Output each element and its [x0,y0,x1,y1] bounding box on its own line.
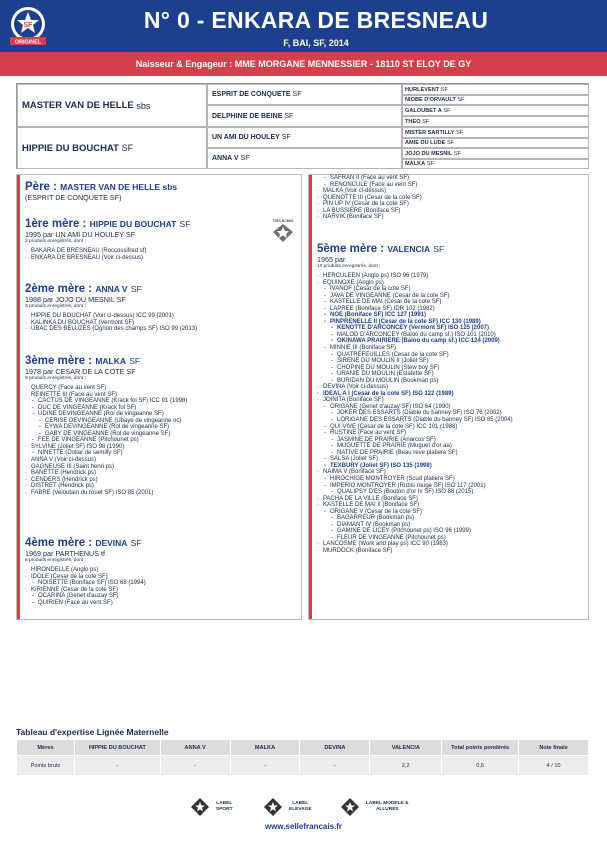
bullet-icon: - [331,351,333,358]
bullet-icon: - [331,331,333,338]
progeny-text: PINPRENELLE II (Cesar de la cote SF) ICC 130 (1989) [330,318,481,325]
progeny-text: UBAC DES BELUZES (Ogrion des champs SF) ISO 99 (2013) [31,326,198,333]
pere-section [25,181,301,202]
bullet-icon: · [25,254,27,261]
website-link[interactable]: www.sellefrancais.fr [264,822,343,831]
progeny-text: NOE (Boniface SF) ICC 127 (1991) [330,312,427,319]
bullet-icon: · [25,313,27,319]
progeny-text: DUC DE VINGEANNE (Krack fol SF) [38,404,137,411]
bullet-icon: - [324,345,326,352]
expertise-header-cell: Mères [17,740,75,756]
bullet-icon: · [317,469,319,476]
bullet-icon: · [317,541,319,548]
progeny-text: QUI VIVE (Cesar de la cote SF) ICC 101 (1988) [330,423,458,430]
progeny-text: ANNA V (Voir ci-dessus) [31,457,97,464]
bullet-icon: - [331,417,333,424]
progeny-text: MURDOCK (Boniface SF) [323,547,393,554]
progeny-text: CERISE DEVINGEANNE (Ubaye de vingeanne oc) [45,417,182,424]
bullet-icon: · [25,573,27,580]
progeny-text: BAGARREUR (Bookman ps) [337,515,415,522]
expertise-cell: Points bruts [17,756,75,776]
progeny-text: QUATREFEUILLES (Cesar de la cote SF) [337,351,449,358]
progeny-text: OCARINA (Genet d'auzay SF) [38,593,119,600]
bullet-icon: · [25,443,27,450]
pedigree-sire: MASTER VAN DE HELLE sbs [17,84,207,127]
mere5-heading: 5ème mère : VALENCIA SF [317,243,445,255]
progeny-text: PACHA DE LA VILLE (Boniface SF) [323,495,418,502]
progeny-text: KASTELLE DE MAI (Cesar de la cote SF) [330,299,442,306]
bullet-icon: - [324,175,326,181]
badge-text: TRES BONNE [272,219,294,223]
mere2-origin: 1988 par JOJO DU MESNIL SF [25,295,126,304]
pedigree-gen3-cell: MISTER SARTILLY SF [402,127,589,138]
progeny-text: HERCULEEN (Anglo ps) ISO 96 (1979) [323,273,429,279]
bullet-icon: · [317,502,319,509]
label-line: ALLURES [375,807,399,812]
label-line: LABEL MODELE & [366,801,409,806]
progeny-text: FABRE (Veloutain du rouet SF) ISO 85 (2001) [31,489,154,496]
progeny-text: UDINE DEVINGEANNE (Rol de vingeanne SF) [38,411,164,418]
bullet-icon: - [32,398,34,405]
progeny-text: IVANOF (Cesar de la cote SF) [330,286,411,293]
progeny-text: EQUINOXE (Anglo ps) [323,279,384,286]
label-modele-allures [340,797,409,817]
expertise-cell: - [230,756,300,776]
progeny-text: MALKA (Voir ci-dessus) [323,188,387,195]
bullet-icon: - [32,580,34,587]
label-line: LABEL [216,801,233,806]
progeny-text: CACTUS DE VINGEANNE (Krack fol SF) ICC 91 (1998) [38,398,188,405]
mere2-note: 3 produits enregistrés, dont : [25,304,86,309]
progeny-text: TEXBURY (Joliet SF) ISO 135 (1998) [330,462,432,469]
progeny-text: DEVINA (Voir ci-dessus) [323,384,389,391]
bullet-icon: - [331,489,333,496]
mere3-note: 9 produits enregistrés, dont : [25,376,86,381]
progeny-text: QUENOTTE III (Cesar de la cote SF) [323,194,422,201]
pedigree-gen2-cell: DELPHINE DE BEINE SF [207,105,402,127]
progeny-text: REINETTE III (Face au vent SF) [31,391,118,398]
bullet-icon: - [39,424,41,431]
progeny-text: SYLVINE (Joliet SF) ISO 98 (1990) [31,443,125,450]
bullet-icon: - [39,417,41,424]
mere2-heading: 2ème mère : ANNA V SF [25,283,142,295]
progeny-text: BURIDAN DU MOULIN (Bookman ps) [337,377,439,384]
pedigree-gen3-cell: JOJO DU MESNIL SF [402,148,589,159]
progeny-line [317,548,593,555]
bullet-icon: · [317,207,319,214]
expertise-header-cell: ANNA V [160,740,230,756]
bullet-icon: · [25,476,27,483]
bullet-icon: - [32,437,34,444]
progeny-text: LAPREE (Boniface SF) IDR 102 (1982) [330,305,435,312]
progeny-text: ORIGANE (Genet d'auzay SF) ISO 64 (1990) [330,403,451,410]
bullet-icon: - [331,528,333,535]
progeny-text: QUIRIEN (Face au vent SF) [38,599,113,606]
bullet-icon: · [317,390,319,397]
pedigree-gen3-cell: MALKA SF [402,159,589,169]
bullet-icon: - [324,318,326,325]
bullet-icon: · [317,384,319,391]
label-line: ELEVAGE [289,807,312,812]
progeny-text: RUSTINE (Face au vent SF) [330,430,407,437]
bullet-icon: · [25,319,27,326]
bullet-icon: · [317,201,319,208]
progeny-text: NINETTE (Dollar de semilly SF) [38,450,123,457]
progeny-text: KALINKA DU BOUCHAT (Vermont SF) [31,319,135,326]
svg-text:ORIGINEL: ORIGINEL [14,39,42,46]
progeny-text: KENOTTE D'ARCONCEY (Vermont SF) ISO 125 (2007) [337,325,490,332]
progeny-text: MINNIE III (Boniface SF) [330,345,397,352]
page-title: N° 0 - ENKARA DE BRESNEAU [143,7,489,33]
bullet-icon: · [25,248,27,254]
label-elevage [263,797,312,817]
pedigree-table [16,83,589,169]
bullet-icon: · [25,391,27,398]
progeny-text: LORIGANE DES ESSARTS (Diable du banney SF) ISO 85 (2004) [337,417,513,424]
progeny-text: IDOLE (Cesar de la cote SF) [31,573,108,580]
progeny-text: GAGNEUSE III (Saint henri ps) [31,463,115,470]
expertise-header-cell: HIPPIE DU BOUCHAT [74,740,160,756]
bullet-icon: - [324,305,326,312]
bullet-icon: - [324,482,326,489]
bullet-icon: · [25,457,27,464]
bullet-icon: - [32,599,34,606]
mere3-heading: 3ème mère : MALKA SF [25,355,141,367]
bullet-icon: · [25,326,27,333]
bullet-icon: - [331,534,333,541]
progeny-text: URANIE DU MOULIN (Estafette SF) [337,371,434,378]
bullet-icon: - [324,456,326,463]
pedigree-gen3-cell: AMIE DU LUDE SF [402,138,589,148]
progeny-text: JASMINE DE PRAIRIE (Anarcos SF) [337,436,436,443]
mere1-note: 2 produits enregistrés, dont : [25,239,86,244]
mere4-origin: 1969 par PARTHENUS tf [25,549,106,558]
bullet-icon: · [25,489,27,496]
bullet-icon: - [331,358,333,365]
mere4-section [25,537,301,606]
progeny-text: DIAMANT IV (Bookman ps) [337,521,411,528]
bullet-icon: - [331,410,333,417]
progeny-text: HIROCHIGE MONTROYER (Scud platiere SF) [330,475,455,482]
section-accent-bar [309,175,312,619]
expertise-cell: 0,6 [442,756,519,776]
expertise-header-cell: MALKA [230,740,300,756]
progeny-text: MUGUETTE DE PRAIRIE (Muguet d'or aa) [337,443,452,450]
progeny-text: GABY DE VINGEANNE (Rol de vingeanne SF) [45,430,171,437]
progeny-text: NAIMA V (Boniface SF) [323,469,386,476]
expertise-header-cell: DEVINA [300,740,370,756]
breeder-line: Naisseur & Engageur : MME MORGANE MENNESSIER - 18110 ST ELOY DE GY [0,52,607,76]
expertise-cell: 2,2 [370,756,442,776]
maternal-line-right-column [308,174,589,620]
bullet-icon: - [331,515,333,522]
bullet-icon: - [331,338,333,345]
bullet-icon: · [317,273,319,279]
bullet-icon: - [324,312,326,319]
progeny-text: LANCOSME (Work and play ps) ICC 90 (1983) [323,541,448,548]
bullet-icon: · [317,188,319,195]
bullet-icon: - [324,462,326,469]
progeny-text: CHOPINE DU MOULIN (Stew boy SF) [337,364,440,371]
expertise-header-cell: VALENCIA [370,740,442,756]
horse-details: F, BAI, SF, 2014 [283,38,349,48]
section-accent-bar [17,175,20,619]
mere4-note: 8 produits enregistrés, dont : [25,558,86,563]
progeny-text: PIN UP IV (Cesar de la cote SF) [323,201,409,208]
progeny-text: IDEAL A I (Cesar de la cote SF) ISO 122 (1989) [323,390,454,397]
progeny-text: MALOD D'ARCONCEY (Baloo du camp sf.) ISO 101 (2010) [337,331,496,338]
pedigree-gen3-cell: GALOUBET A SF [402,105,589,116]
bullet-icon: - [324,423,326,430]
progeny-line [25,255,301,262]
quality-badge-icon [270,218,296,244]
progeny-text: JOKER DES ESSARTS (Diable du banney SF) ISO 76 (2002) [337,410,502,417]
bullet-icon: - [324,508,326,515]
continued-list [317,175,593,221]
bullet-icon: - [32,404,34,411]
bullet-icon: - [324,299,326,306]
mere5-note: 10 produits enregistrés, dont : [317,264,381,269]
progeny-line [317,214,593,221]
progeny-text: DISTRET (Hendrick ps) [31,483,94,490]
progeny-text: FEE DE VINGEANNE (Pitchounet ps) [38,437,139,444]
progeny-text: NOISETTE (Boniface SF) ISO 68 (1994) [38,580,146,587]
progeny-text: ENKARA DE BRESNEAU (Voir ci-dessus) [31,254,144,261]
expertise-cell: - [300,756,370,776]
pedigree-gen2-cell: ESPRIT DE CONQUETE SF [207,84,402,105]
pedigree-gen3-cell: THEO SF [402,116,589,127]
bullet-icon: · [25,385,27,391]
progeny-text: OKINAWA PRAIRIERE (Baloo du camp sf.) ICC 124 (2009) [337,338,500,345]
progeny-text: QUERCY (Face au vent SF) [31,385,107,391]
pedigree-gen2-cell: ANNA V SF [207,148,402,169]
label-elevage-icon [263,797,283,817]
maternal-line-left-column [16,174,302,620]
bullet-icon: - [324,475,326,482]
progeny-text: QUALIPSY D'ES (Bouton d'or Iv SF) ISO 88 (2015) [337,489,474,496]
mere5-origin: 1965 par [317,255,346,264]
expertise-header-cell: Total points pondérés [442,740,519,756]
pedigree-dam: HIPPIE DU BOUCHAT SF [17,127,207,169]
label-line: SPORT [216,807,233,812]
bullet-icon: · [25,483,27,490]
mere4-heading: 4ème mère : DEVINA SF [25,537,142,549]
pedigree-gen3-cell: HURLEVENT SF [402,84,589,95]
mere1-origin: 1995 par UN AMI DU HOULEY SF [25,230,136,239]
bullet-icon: - [331,364,333,371]
mere3-origin: 1978 par CESAR DE LA COTE SF [25,367,136,376]
bullet-icon: · [25,470,27,477]
expertise-cell: 4 / 10 [519,756,589,776]
bullet-icon: · [317,214,319,221]
bullet-icon: - [331,521,333,528]
pedigree-gen2-cell: UN AMI DU HOULEY SF [207,127,402,148]
bullet-icon: - [331,436,333,443]
bullet-icon: - [331,325,333,332]
bullet-icon: - [32,450,34,457]
bullet-icon: - [32,411,34,418]
progeny-text: KASTELLE DE MAI II (Boniface SF) [323,502,420,509]
expertise-header-row [17,740,589,756]
expertise-cell: - [160,756,230,776]
label-modele-icon [340,797,360,817]
progeny-text: BAKARA DE BRESNEAU (Roccossifred sf) [31,248,147,254]
progeny-text: BANETTE (Hendrick ps) [31,470,97,477]
bullet-icon: · [317,495,319,502]
bullet-icon: - [324,292,326,299]
bullet-icon: - [324,181,326,188]
progeny-text: RENONCULE (Face au vent SF) [330,181,418,188]
progeny-text: NARVIK (Boniface SF) [323,214,384,221]
mere1-heading: 1ère mère : HIPPIE DU BOUCHAT SF [25,218,191,230]
progeny-text: SAFRAN II (Face au vent SF) [330,175,410,181]
progeny-text: FLEUR DE VINGEANNE (Pitchounet ps) [337,534,446,541]
bullet-icon: - [331,443,333,450]
label-line: LABEL [292,801,309,806]
mere1-section [25,218,301,261]
progeny-text: HIRONDELLE (Anglo ps) [31,567,99,573]
progeny-text: SALSA (Joliet SF) [330,456,379,463]
progeny-text: LA BUSSIERE (Boniface SF) [323,207,401,214]
bullet-icon: - [331,377,333,384]
progeny-text: SIRENE DU MOULIN II (Joliet SF) [337,358,429,365]
label-sport [190,797,233,817]
progeny-line [25,600,301,607]
expertise-header-cell: Note finale [519,740,589,756]
svg-text:SF: SF [23,22,33,29]
progeny-text: ORIGANE V (Cesar de la cote SF) [330,508,423,515]
label-sport-icon [190,797,210,817]
progeny-text: EYWA DEVINGEANNE (Rol de vingeanne SF) [45,424,170,431]
progeny-text: GAMINE DE LICEY (Pitchounet ps) ISO 96 (1999) [337,528,471,535]
progeny-text: JAVA DE VINGEANNE (Cesar de la cote SF) [330,292,450,299]
progeny-line [25,490,301,497]
progeny-text: CENDERS (Hendrick ps) [31,476,98,483]
progeny-text: NATIVE DE PRAIRIE (Beau reve platiere SF) [337,449,458,456]
progeny-text: JOINITA (Boniface SF) [323,397,384,404]
expertise-table [16,739,589,776]
progeny-text: IMPERIO MONTROYER (Rubis rouge SF) ISO 117 (2001) [330,482,486,489]
bullet-icon: · [317,279,319,286]
bullet-icon: · [317,547,319,554]
expertise-row [17,756,589,776]
expertise-cell: - [74,756,160,776]
bullet-icon: - [324,430,326,437]
bullet-icon: - [324,286,326,293]
header-banner [0,0,607,76]
mere5-section [317,243,593,555]
bullet-icon: - [324,403,326,410]
sf-originel-logo [6,4,50,48]
progeny-text: HIPPIE DU BOUCHAT (Voir ci-dessus) ICC 99 (2001) [31,313,174,319]
bullet-icon: · [317,194,319,201]
bullet-icon: · [317,397,319,404]
pere-origin: (ESPRIT DE CONQUETE SF) [25,193,122,202]
bullet-icon: · [25,463,27,470]
bullet-icon: - [331,371,333,378]
progeny-text: KIRIENNE (Cesar de la cote SF) [31,586,119,593]
expertise-title: Tableau d'expertise Lignée Maternelle [16,727,169,737]
mere3-section [25,355,301,496]
pedigree-gen3-cell: NIOBE D'ORVAULT SF [402,95,589,105]
progeny-line [25,326,301,333]
bullet-icon: - [32,593,34,600]
bullet-icon: - [39,430,41,437]
bullet-icon: · [25,586,27,593]
pere-heading: Père : MASTER VAN DE HELLE sbs [25,181,178,193]
bullet-icon: · [25,567,27,573]
bullet-icon: - [331,449,333,456]
mere2-section [25,283,301,333]
